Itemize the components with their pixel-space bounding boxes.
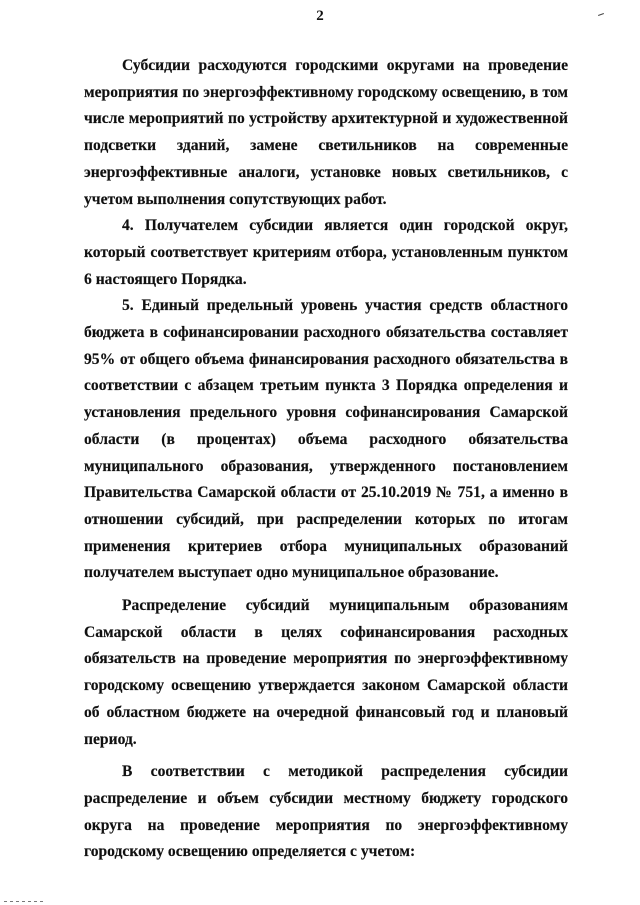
paragraph-cofinancing-level: 5. Единый предельный уровень участия средств областного бюджета в софинансировании расходного обязательства составляет 95% от общего объема финансирования расходного обязательства в соответствии с абзацем третьим пункта 3 Порядка определения и установления предельного уровня софинансирования Самарской области (в процентах) объема расходного обязательства муниципального образования, утвержденного постановлением Правительства Самарской области от 25.10.2019 № 751, а именно в отношении субсидий, при распределении которых по итогам применения критериев отбора муниципальных образований получателем выступает одно муниципальное образование. xyxy=(84,297,568,582)
paragraph-distribution: Распределение субсидий муниципальным образованиям Самарской области в целях софинансирования расходных обязательств на проведение мероприятия по энергоэффективному городскому освещению утверждается законом Самарской области об областном бюджете на очередной финансовый год и плановый период. xyxy=(84,597,568,748)
document-body xyxy=(84,53,568,866)
paragraph-recipient: 4. Получателем субсидии является один городской округ, который соответствует критериям отбора, установленным пунктом 6 настоящего Порядка. xyxy=(84,217,568,288)
footer-scan-artifact xyxy=(4,901,44,902)
paragraph-methodology: В соответствии с методикой распределения субсидии распределение и объем субсидии местному бюджету городского округа на проведение мероприятия по энергоэффективному городскому освещению определяется с учетом: xyxy=(84,763,568,861)
paragraph-subsidy-usage: Субсидии расходуются городскими округами на проведение мероприятия по энергоэффективному городскому освещению, в том числе мероприятий по устройству архитектурной и художественной подсветки зданий, замене светильников на современные энергоэффективные аналоги, установке новых светильников, с учетом выполнения сопутствующих работ. xyxy=(84,57,568,208)
page-number: 2 xyxy=(316,8,324,24)
